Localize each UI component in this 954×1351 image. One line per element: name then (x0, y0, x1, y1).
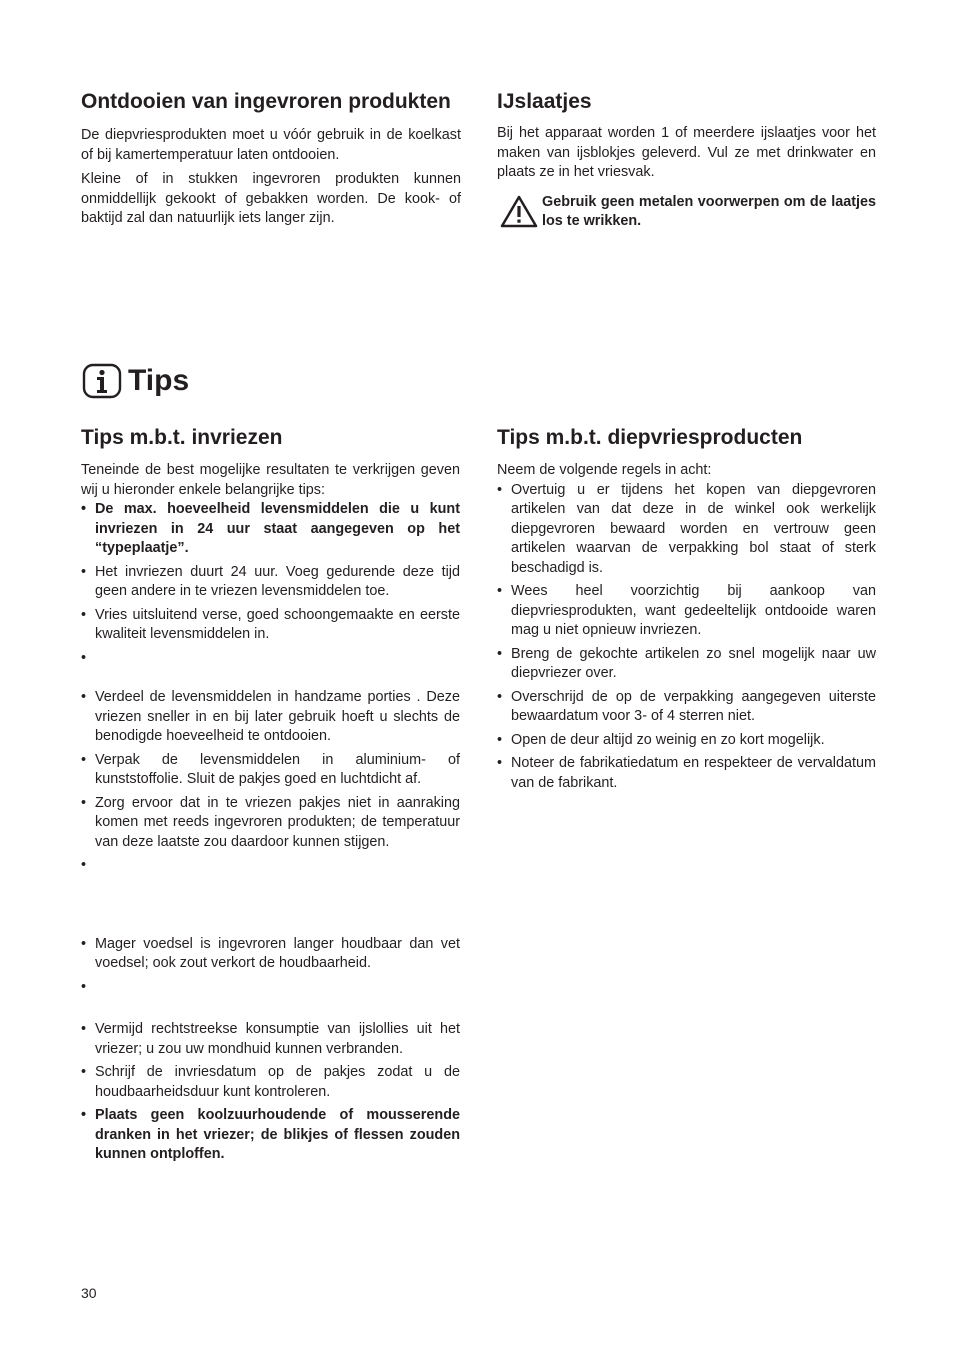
list-item: • Overtuig u er tijdens het kopen van diepgevroren artikelen van dat deze in de winkel ook werkelijk diepgevroren bewaard worden en vertrouw geen artikelen waarvan de verpakking bol staat of sterk beschadigd is. (497, 481, 876, 579)
freezing-heading: Tips m.b.t. invriezen (81, 426, 283, 449)
frozen-heading: Tips m.b.t. diepvriesproducten (497, 426, 803, 449)
ice-warning-text: Gebruik geen metalen voorwerpen om de laatjes los te wrikken. (542, 193, 876, 229)
ice-paragraph: Bij het apparaat worden 1 of meerdere ijslaatjes voor het maken van ijsblokjes geleverd. Vul ze met drinkwater en plaats ze in het vriesvak. (497, 125, 876, 180)
list-item: • Het invriezen duurt 24 uur. Voeg gedurende deze tijd geen andere in te vriezen levensmiddelen toe. (81, 563, 460, 602)
ice-warning (497, 193, 876, 232)
frozen-section (497, 424, 876, 793)
list-item (81, 978, 460, 998)
page-number: 30 (81, 1285, 97, 1301)
tips-title: Tips (128, 364, 190, 397)
freezing-section (81, 424, 460, 1165)
list-item: • Open de deur altijd zo weinig en zo kort mogelijk. (497, 731, 876, 751)
list-item (81, 649, 460, 669)
defrost-paragraph-1: De diepvriesprodukten moet u vóór gebruik in de koelkast of bij kamertemperatuur laten ontdooien. (81, 127, 461, 163)
info-icon (82, 363, 122, 399)
defrost-section (81, 88, 461, 229)
defrost-heading: Ontdooien van ingevroren produkten (81, 90, 451, 113)
list-item: • Verdeel de levensmiddelen in handzame porties . Deze vriezen sneller in en bij later gebruik hoeft u slechts de benodigde hoeveelheid te ontdooien. (81, 688, 460, 747)
list-item: • Overschrijd de op de verpakking aangegeven uiterste bewaardatum voor 3- of 4 sterren niet. (497, 688, 876, 727)
list-item: • Wees heel voorzichtig bij aankoop van diepvriesprodukten, want gedeeltelijk ontdooide waren mag u niet opnieuw invriezen. (497, 582, 876, 641)
list-item: • Schrijf de invriesdatum op de pakjes zodat u de houdbaarheidsduur kunt kontroleren. (81, 1063, 460, 1102)
list-item: • Mager voedsel is ingevroren langer houdbaar dan vet voedsel; ook zout verkort de houdbaarheid. (81, 935, 460, 974)
list-item: • Plaats geen koolzuurhoudende of mousserende dranken in het vriezer; de blikjes of flessen zouden kunnen ontploffen. (81, 1106, 460, 1165)
list-item: • Verpak de levensmiddelen in aluminium- of kunststoffolie. Sluit de pakjes goed en luchtdicht af. (81, 751, 460, 790)
warning-triangle-icon (500, 195, 538, 233)
defrost-paragraph-2: Kleine of in stukken ingevroren produkten kunnen onmiddellijk gekookt of gebakken worden. De kook- of baktijd zal dan natuurlijk iets langer zijn. (81, 171, 461, 226)
list-item: • Breng de gekochte artikelen zo snel mogelijk naar uw diepvriezer over. (497, 645, 876, 684)
tips-title-block (82, 363, 189, 399)
freezing-intro: Teneinde de best mogelijke resultaten te verkrijgen geven wij u hieronder enkele belangrijke tips: (81, 462, 460, 498)
list-item: • De max. hoeveelheid levensmiddelen die u kunt invriezen in 24 uur staat aangegeven op het “typeplaatje”. (81, 500, 460, 559)
freezing-list (81, 500, 460, 1165)
ice-section (497, 88, 876, 232)
list-item: • Vermijd rechtstreekse konsumptie van ijslollies uit het vriezer; u zou uw mondhuid kunnen verbranden. (81, 1020, 460, 1059)
frozen-list (497, 481, 876, 794)
ice-heading: IJslaatjes (497, 90, 592, 113)
list-item: • Noteer de fabrikatiedatum en respekteer de vervaldatum van de fabrikant. (497, 754, 876, 793)
list-item (81, 856, 460, 876)
list-item: • Zorg ervoor dat in te vriezen pakjes niet in aanraking komen met reeds ingevroren produkten; de temperatuur van deze laatste zou daardoor kunnen stijgen. (81, 794, 460, 853)
frozen-intro: Neem de volgende regels in acht: (497, 462, 712, 478)
list-item: • Vries uitsluitend verse, goed schoongemaakte en eerste kwaliteit levensmiddelen in. (81, 606, 460, 645)
